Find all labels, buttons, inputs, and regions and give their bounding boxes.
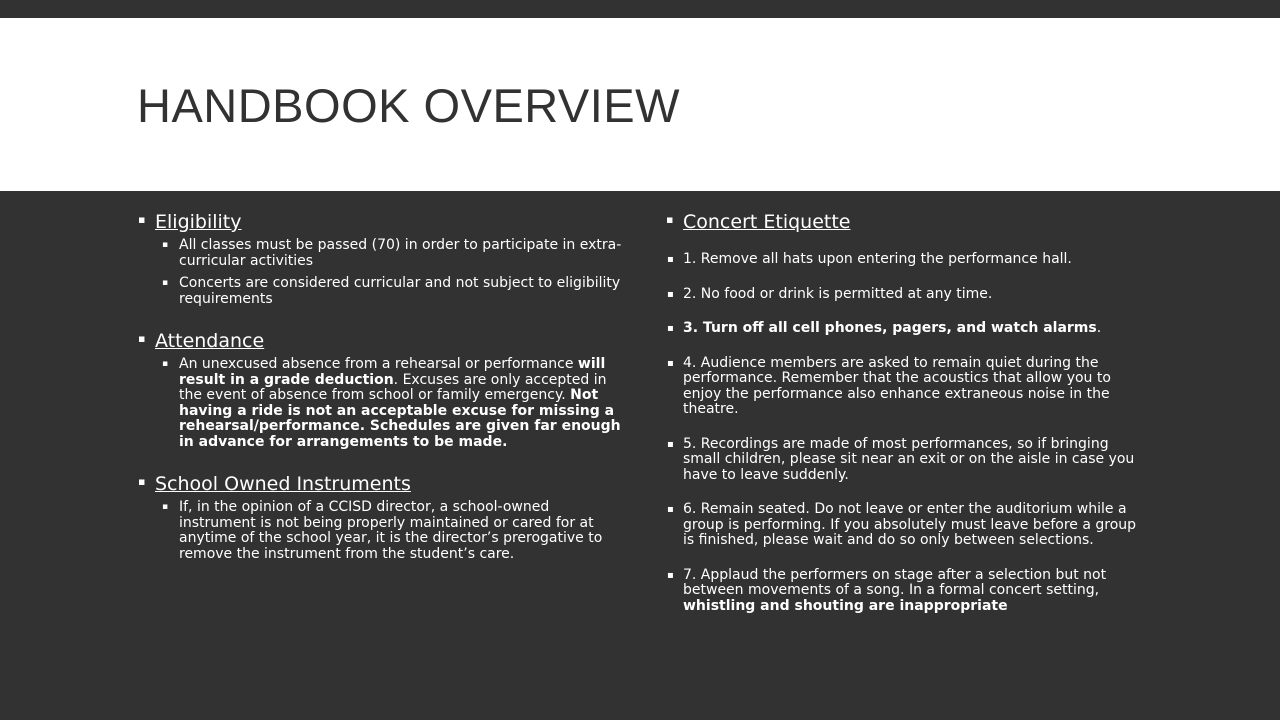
section-heading xyxy=(137,472,622,496)
section-eligibility xyxy=(137,210,622,307)
etiquette-item-text xyxy=(683,251,1072,267)
bullet-icon: ▪ xyxy=(667,569,674,581)
sub-item-text xyxy=(179,275,620,307)
bullet-icon: ▪ xyxy=(162,278,169,288)
etiquette-item xyxy=(665,437,1150,484)
section-heading xyxy=(137,329,622,353)
text-run: 7. Applaud the performers on stage after a selection but not between movements of a song. In a formal concert setting, xyxy=(683,566,1107,598)
section-school-owned-instruments xyxy=(137,472,622,562)
etiquette-item xyxy=(665,252,1150,268)
text-run: . Excuses are only accepted in the event of absence from school or family emergency. xyxy=(179,371,607,403)
sub-item-text xyxy=(179,356,621,450)
bullet-icon: ▪ xyxy=(667,254,674,265)
etiquette-item-text xyxy=(683,501,1136,548)
bold-text: will result in a grade deduction xyxy=(179,356,606,388)
bullet-icon: ▪ xyxy=(162,502,169,512)
bullet-icon: ▪ xyxy=(667,438,674,450)
bullet-icon: ▪ xyxy=(667,357,674,369)
text-run: All classes must be passed (70) in order to participate in extra-curricular activities xyxy=(179,237,622,269)
text-run: An unexcused absence from a rehearsal or performance xyxy=(179,356,578,372)
section-heading xyxy=(137,210,622,234)
right-column xyxy=(665,210,1150,614)
sub-item xyxy=(155,276,622,307)
etiquette-item-text xyxy=(683,355,1111,418)
bullet-icon: ▪ xyxy=(138,475,146,488)
etiquette-item xyxy=(665,321,1150,337)
section-heading-text: School Owned Instruments xyxy=(155,473,411,495)
section-attendance xyxy=(137,329,622,450)
bullet-icon: ▪ xyxy=(138,213,146,226)
text-run: 2. No food or drink is permitted at any time. xyxy=(683,285,993,302)
sub-item xyxy=(155,238,622,269)
slide-title: HANDBOOK OVERVIEW xyxy=(137,79,681,132)
section-heading-text: Attendance xyxy=(155,330,265,352)
text-run: 1. Remove all hats upon entering the performance hall. xyxy=(683,251,1072,267)
sub-item xyxy=(155,500,622,562)
bullet-icon: ▪ xyxy=(667,323,674,334)
etiquette-item xyxy=(665,287,1150,303)
sub-item-text xyxy=(179,237,621,269)
etiquette-item xyxy=(665,568,1150,615)
concert-etiquette-heading xyxy=(665,210,1150,234)
etiquette-item xyxy=(665,502,1150,549)
etiquette-item-text xyxy=(683,436,1134,483)
left-column xyxy=(137,210,622,562)
text-run: 4. Audience members are asked to remain quiet during the performance. Remember that the acoustics that allow you to enjoy the performance also enhance extraneous noise in the theatre. xyxy=(683,354,1111,417)
sub-item-text xyxy=(179,499,602,562)
bullet-icon: ▪ xyxy=(667,504,674,515)
bullet-icon: ▪ xyxy=(138,332,146,345)
bullet-icon: ▪ xyxy=(162,359,169,369)
text-run: . xyxy=(1096,320,1102,336)
section-heading-text: Eligibility xyxy=(155,211,242,233)
text-run: If, in the opinion of a CCISD director, a school-owned instrument is not being properly maintained or cared for at anytime of the school year, it is the director’s prerogative to remove the instrument from the student’s care. xyxy=(179,499,603,562)
bold-text: Not having a ride is not an acceptable excuse for missing a rehearsal/performance. Schedules are given far enough in advance for arrangements to be made. xyxy=(179,387,621,450)
text-run: 6. Remain seated. Do not leave or enter the auditorium while a group is performing. If you absolutely must leave before a group is finished, please wait and do so only between selections. xyxy=(683,501,1137,548)
bullet-icon: ▪ xyxy=(667,288,674,300)
sub-item xyxy=(155,357,622,450)
bullet-icon: ▪ xyxy=(666,213,674,226)
etiquette-item-text xyxy=(683,567,1106,614)
section-heading-text: Concert Etiquette xyxy=(683,211,851,233)
bold-text: 3. Turn off all cell phones, pagers, and watch alarms xyxy=(683,320,1097,336)
etiquette-item-text xyxy=(683,286,992,302)
bullet-icon: ▪ xyxy=(162,240,169,250)
etiquette-item xyxy=(665,356,1150,418)
etiquette-item-text xyxy=(683,320,1101,336)
text-run: 5. Recordings are made of most performances, so if bringing small children, please sit near an exit or on the aisle in case you have to leave suddenly. xyxy=(683,435,1135,483)
text-run: Concerts are considered curricular and not subject to eligibility requirements xyxy=(179,275,621,307)
bold-text: whistling and shouting are inappropriate xyxy=(683,597,1008,614)
